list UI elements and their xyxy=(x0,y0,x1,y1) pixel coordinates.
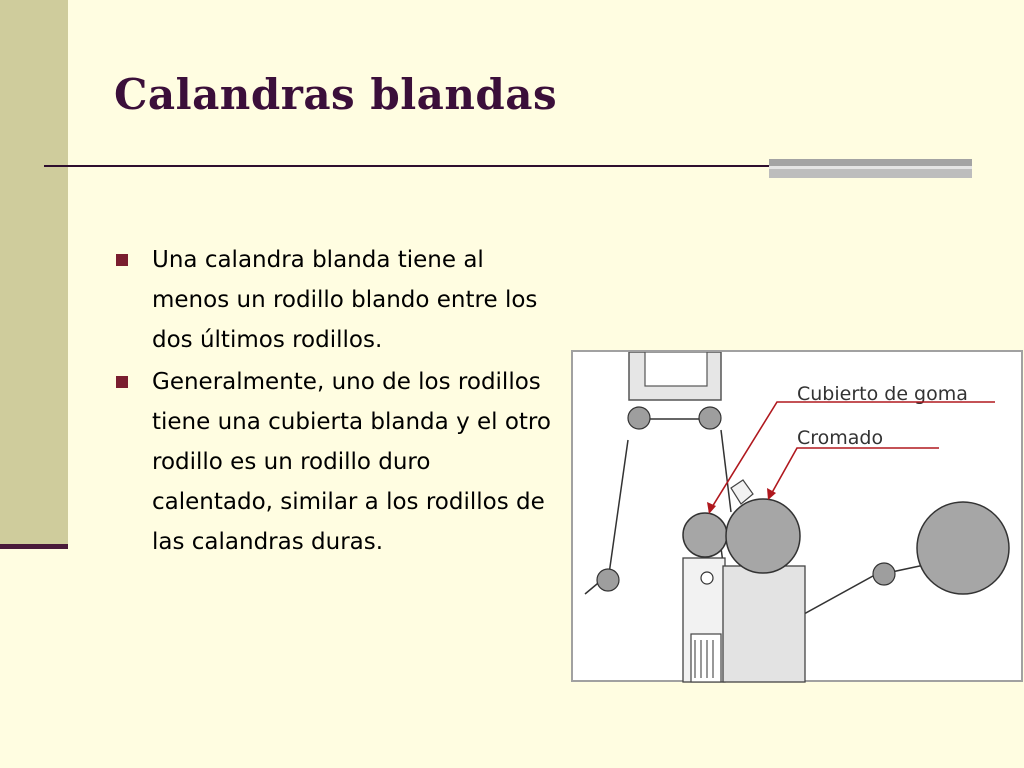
bullet-square-icon xyxy=(116,376,128,388)
pivot-icon xyxy=(701,572,713,584)
label-chromed: Cromado xyxy=(797,427,884,449)
guide-roll xyxy=(699,407,721,429)
bullet-text: Una calandra blanda tiene al menos un rodillo blando entre los dos últimos rodillos. xyxy=(152,247,538,353)
guide-roll xyxy=(597,569,619,591)
chromed-roll xyxy=(726,499,800,573)
arrowhead-icon xyxy=(767,488,776,500)
left-decorative-band xyxy=(0,0,68,548)
doctor-blade xyxy=(731,480,753,504)
guide-roll xyxy=(628,407,650,429)
soft-calender-diagram xyxy=(571,350,1023,682)
calender-diagram-svg xyxy=(573,352,1024,684)
machine-base xyxy=(723,566,805,682)
slide-title: Calandras blandas xyxy=(114,70,558,119)
bullet-text: Generalmente, uno de los rodillos tiene una cubierta blanda y el otro rodillo es un rodillo duro calentado, similar a los rodillos de las calandras duras. xyxy=(152,369,551,555)
bullet-square-icon xyxy=(116,254,128,266)
web-path-down xyxy=(721,430,731,512)
bullet-item xyxy=(116,362,556,562)
label-rubber-covered: Cubierto de goma xyxy=(797,383,968,405)
title-divider xyxy=(44,165,770,167)
guide-roll xyxy=(873,563,895,585)
bullet-item xyxy=(116,240,556,360)
bullet-list xyxy=(116,240,556,564)
top-frame-window xyxy=(645,352,707,386)
reel-roll xyxy=(917,502,1009,594)
rubber-covered-roll xyxy=(683,513,727,557)
left-band-rule xyxy=(0,544,68,549)
title-accent-bar xyxy=(769,159,972,178)
arrow-chromed xyxy=(769,448,939,498)
